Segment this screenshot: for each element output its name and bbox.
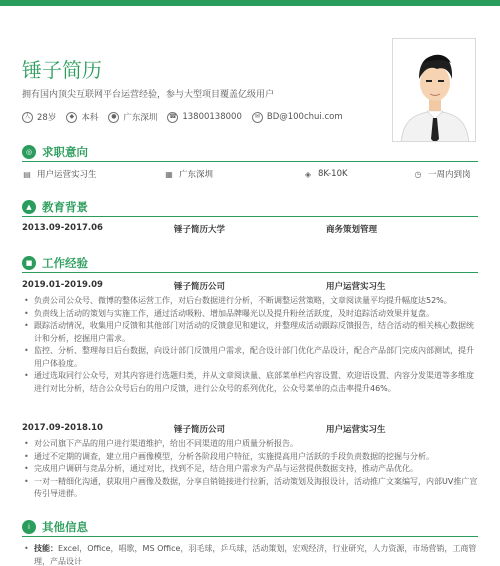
location-icon: ● (108, 112, 119, 123)
work-section (22, 255, 478, 271)
graduation-cap-icon: ▲ (22, 200, 36, 214)
section-divider (22, 536, 478, 537)
work-entry-2-bullets (22, 438, 478, 501)
list-item: • 通过选取同行公众号，对其内容进行选题归类，并从文章阅读量、底部菜单栏内容设置、欢迎语设置、内容分发渠道等多维度进行对比分析，结合公众号后台的用户反馈，进行公众号的系列优化，公众号菜单的点击率提升46%。 (22, 370, 478, 395)
list-item: • 完成用户调研与竞品分析，通过对比，找到不足，结合用户需求为产品与运营提供数据支持，推动产品优化。 (22, 463, 478, 476)
building-icon: ▦ (165, 169, 173, 179)
phone-icon: ☎ (167, 112, 178, 123)
list-item: • 监控、分析、整理每日后台数据，向设计部门反馈用户需求，配合设计部门优化产品设计，配合产品部门完成內部测试，提升用户体验度。 (22, 345, 478, 370)
user-icon: 人 (22, 112, 33, 123)
money-icon: ◈ (304, 169, 312, 179)
contact-phone: ☎ 13800138000 (169, 112, 242, 122)
email-icon: ✉ (252, 112, 263, 123)
profile-photo (392, 38, 476, 142)
work-company: 锤子简历公司 (174, 425, 226, 435)
list-item: • 一对一精细化沟通，获取用户画像及数据，分享自销链接进行拉新，活动策划及海报设计，活动推广文案编写，内部UV推广宣传引导进群。 (22, 476, 478, 501)
briefcase-section-icon: ■ (22, 256, 36, 270)
work-period: 2017.09-2018.10 (22, 423, 103, 433)
work-title: 工作经验 (42, 256, 88, 270)
education-major: 商务策划管理 (326, 225, 378, 235)
education-period: 2013.09-2017.06 (22, 223, 103, 233)
intent-salary: ◈ 8K-10K (304, 169, 348, 179)
target-icon: ◎ (22, 145, 36, 159)
list-item: • 负责线上活动的策划与实施工作，通过活动吸粉、增加品牌曝光以及提升粉丝活跃度，及时追踪活动效果并复盘。 (22, 308, 478, 321)
list-item: • 负责公司公众号、微博的整体运营工作，对后台数据进行分析，不断调整运营策略，文章阅读量平均提升幅度达52%。 (22, 295, 478, 308)
resume-name: 锤子简历 (22, 58, 102, 82)
education-title: 教育背景 (42, 200, 88, 214)
briefcase-icon: ▤ (23, 169, 31, 179)
work-role: 用户运营实习生 (326, 425, 386, 435)
skills-text: Excel，Office，唱歌，MS Office，羽毛球，乒乓球，活动策划，宏观经济，行业研究，人力资源，市场营销，工商管理，产品设计 (34, 544, 477, 566)
contact-age: 人 28岁 (22, 111, 56, 123)
section-divider (22, 161, 478, 162)
skills-item (22, 543, 478, 566)
list-item: • 对公司旗下产品的用户进行渠道维护，给出不同渠道的用户质量分析报告。 (22, 438, 478, 451)
intent-availability: ◷ 一周内到岗 (414, 169, 471, 180)
intent-city: ▦ 广东深圳 (165, 169, 214, 180)
resume-summary: 拥有国内顶尖互联网平台运营经验，参与大型项目覆盖亿级用户 (22, 90, 275, 100)
list-item: • 通过不定期的调查，建立用户画像模型，分析各阶段用户特征，实施提高用户活跃的手段负责数据的挖掘与分析。 (22, 451, 478, 464)
intent-section (22, 144, 478, 160)
top-accent-bar (0, 0, 500, 6)
work-entry-1-bullets (22, 295, 478, 395)
education-section (22, 199, 478, 215)
intent-title: 求职意向 (42, 145, 88, 159)
work-company: 锤子简历公司 (174, 282, 226, 292)
intent-row (22, 168, 478, 180)
work-period: 2019.01-2019.09 (22, 280, 103, 290)
contact-row (22, 111, 353, 123)
education-school: 锤子简历大学 (174, 225, 226, 235)
list-item: • 跟踪活动情况，收集用户反馈和其他部门对活动的反馈意见和建议，并整理成活动跟踪反馈报告，结合活动的相关核心数据统计和分析，挖掘用户需求。 (22, 320, 478, 345)
skills-label: 技能： (34, 544, 58, 553)
other-section (22, 519, 478, 535)
info-icon: i (22, 520, 36, 534)
contact-email: ✉ BD@100chui.com (252, 112, 343, 123)
other-title: 其他信息 (42, 520, 88, 534)
intent-position: ▤ 用户运营实习生 (23, 169, 97, 180)
avatar-illustration (393, 39, 476, 142)
contact-location: ● 广东深圳 (108, 111, 157, 123)
section-divider (22, 216, 478, 217)
contact-degree: ◆ 本科 (66, 111, 98, 123)
clock-icon: ◷ (414, 169, 422, 179)
graduation-icon: ◆ (66, 112, 77, 123)
work-role: 用户运营实习生 (326, 282, 386, 292)
section-divider (22, 272, 478, 273)
